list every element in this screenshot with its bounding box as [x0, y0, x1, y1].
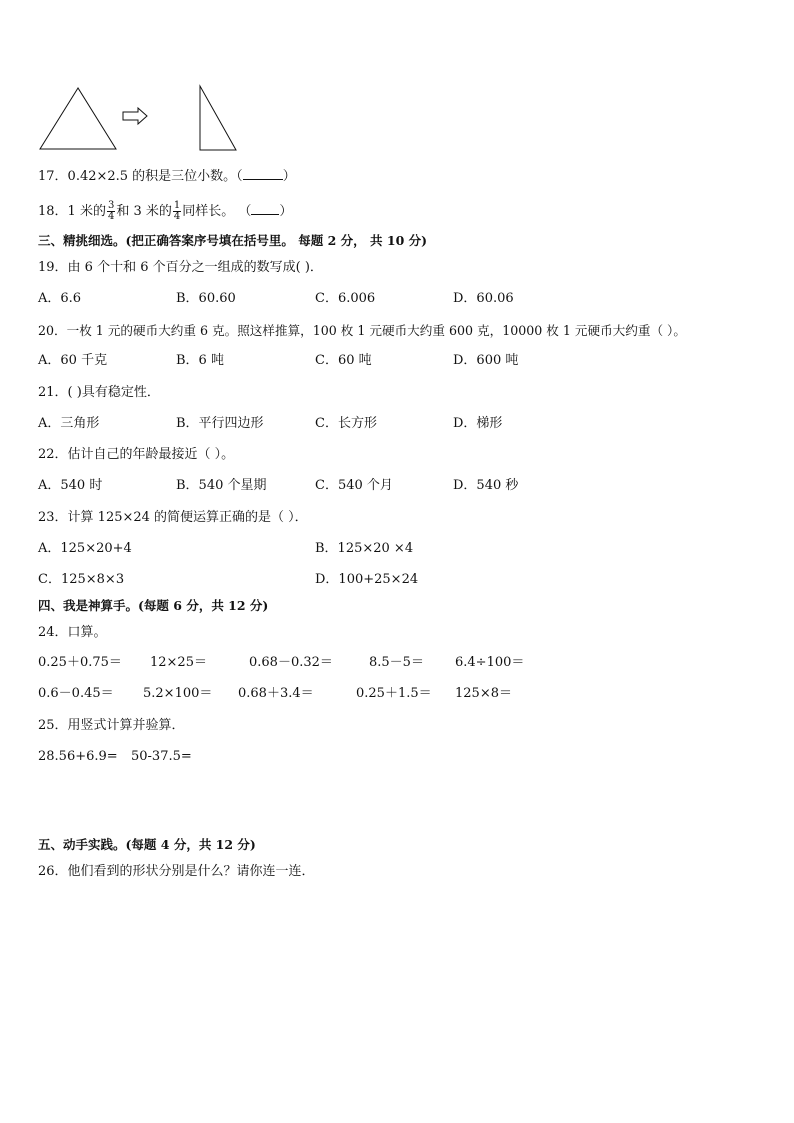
q19-option-b[interactable]: B．60.60: [176, 291, 236, 306]
q24-r1-item-5: 6.4÷100＝: [455, 655, 525, 670]
q22-option-b[interactable]: B．540 个星期: [176, 478, 267, 493]
q24-r2-item-2: 5.2×100＝: [143, 686, 213, 701]
question-23: 23．计算 125×24 的简便运算正确的是（ ）．: [38, 510, 308, 525]
q24-r2-item-3: 0.68＋3.4＝: [238, 686, 314, 701]
section-4-heading: 四、我是神算手。(每题 6 分，共 12 分): [38, 598, 269, 613]
q24-r2-item-5: 125×8＝: [455, 686, 512, 701]
q25-item-2: 50-37.5=: [131, 749, 192, 764]
q18-part2: 和 3 米的: [116, 204, 172, 219]
q21-option-b[interactable]: B．平行四边形: [176, 416, 264, 431]
q19-option-a[interactable]: A．6.6: [38, 291, 82, 306]
fraction-one-fourth: $\frac{1}{4}$: [173, 200, 181, 222]
q21-option-d[interactable]: D．梯形: [453, 416, 503, 431]
question-18: [38, 201, 292, 223]
q18-close: ）: [279, 204, 293, 219]
q24-r2-item-1: 0.6－0.45＝: [38, 686, 114, 701]
q21-option-a[interactable]: A．三角形: [38, 416, 100, 431]
q23-option-a[interactable]: A．125×20+4: [38, 541, 132, 556]
section-3-heading: 三、精挑细选。(把正确答案序号填在括号里。 每题 2 分， 共 10 分): [38, 233, 428, 248]
question-21: 21．( )具有稳定性．: [38, 385, 160, 400]
q24-r1-item-2: 12×25＝: [150, 655, 207, 670]
equilateral-triangle: [40, 88, 116, 149]
q20-option-c[interactable]: C．60 吨: [315, 353, 372, 368]
q20-option-a[interactable]: A．60 千克: [38, 353, 108, 368]
q22-option-a[interactable]: A．540 时: [38, 478, 103, 493]
q20-option-b[interactable]: B．6 吨: [176, 353, 224, 368]
q24-r1-item-3: 0.68－0.32＝: [249, 655, 333, 670]
section-5-heading: 五、动手实践。(每题 4 分，共 12 分): [38, 837, 256, 852]
q18-part3: 同样长。 （: [182, 204, 252, 219]
q25-item-1: 28.56+6.9=: [38, 749, 118, 764]
q20-option-d[interactable]: D．600 吨: [453, 353, 519, 368]
q22-option-c[interactable]: C．540 个月: [315, 478, 393, 493]
fraction-three-fourths: $\frac{3}{4}$: [107, 200, 115, 222]
question-19: 19．由 6 个十和 6 个百分之一组成的数写成( )．: [38, 260, 323, 275]
q21-option-c[interactable]: C．长方形: [315, 416, 377, 431]
question-17: [38, 167, 296, 186]
q24-r1-item-4: 8.5－5＝: [369, 655, 424, 670]
question-20: 20．一枚 1 元的硬币大约重 6 克。照这样推算，100 枚 1 元硬币大约重 600 克，10000 枚 1 元硬币大约重（ ）。: [38, 323, 686, 338]
right-triangle: [200, 86, 236, 150]
q23-option-c[interactable]: C．125×8×3: [38, 572, 125, 587]
q24-r2-item-4: 0.25＋1.5＝: [356, 686, 432, 701]
q24-r1-item-1: 0.25＋0.75＝: [38, 655, 122, 670]
q19-option-c[interactable]: C．6.006: [315, 291, 376, 306]
answer-blank[interactable]: [243, 167, 283, 180]
q23-option-b[interactable]: B．125×20 ×4: [315, 541, 414, 556]
q17-text: 17．0.42×2.5 的积是三位小数。（: [38, 169, 243, 184]
q19-option-d[interactable]: D．60.06: [453, 291, 514, 306]
question-22: 22．估计自己的年龄最接近（ ）。: [38, 447, 235, 462]
right-arrow-icon: [123, 108, 147, 124]
q23-option-d[interactable]: D．100+25×24: [315, 572, 419, 587]
q18-part1: 18．1 米的: [38, 204, 106, 219]
q22-option-d[interactable]: D．540 秒: [453, 478, 519, 493]
answer-blank[interactable]: [251, 202, 279, 215]
question-26: 26．他们看到的形状分别是什么？请你连一连．: [38, 864, 315, 879]
question-24: 24．口算。: [38, 625, 107, 640]
question-25: 25．用竖式计算并验算．: [38, 718, 185, 733]
equilateral-triangle-figure: [0, 0, 794, 160]
q17-close: ）: [282, 169, 296, 184]
